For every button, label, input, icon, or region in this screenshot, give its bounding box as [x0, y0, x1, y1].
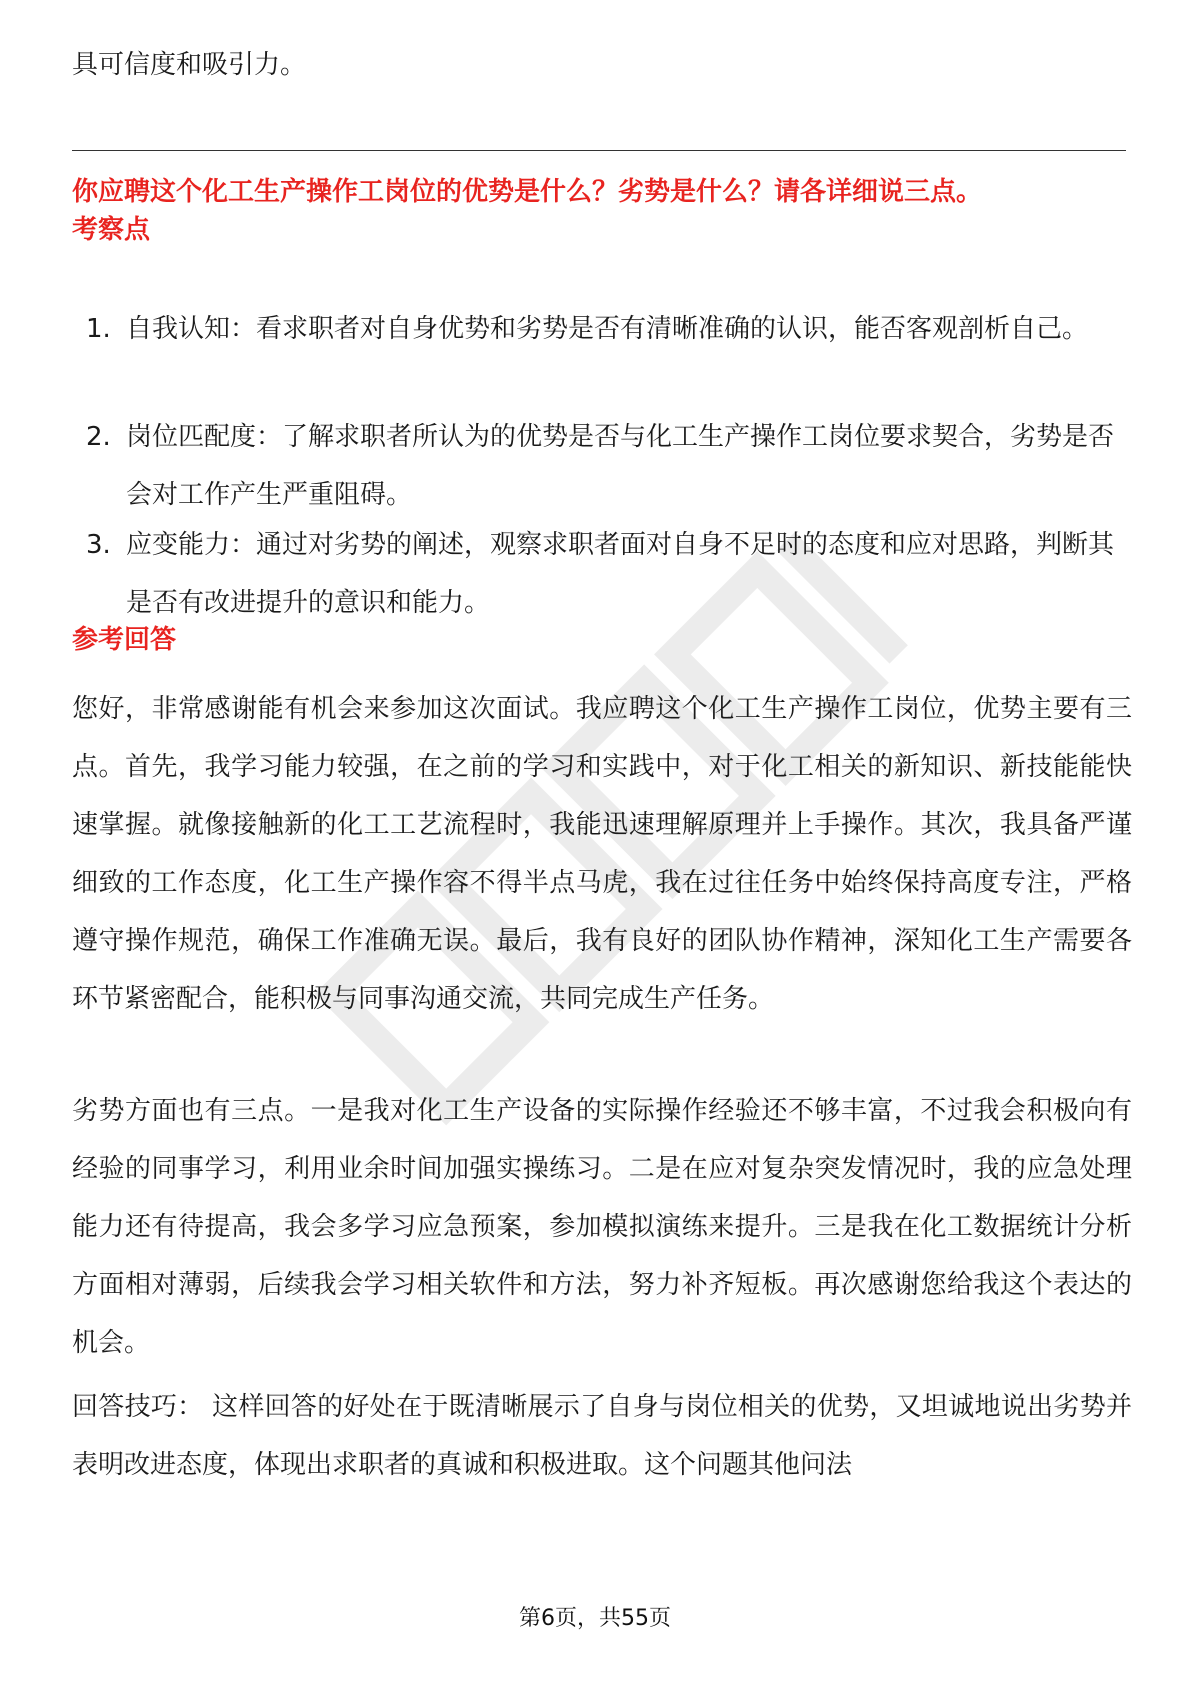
list-item-number: 2.: [86, 422, 111, 452]
list-item-text: 应变能力：通过对劣势的阐述，观察求职者面对自身不足时的态度和应对思路，判断其是否有改进提升的意识和能力。: [126, 530, 1115, 618]
answer-paragraph-weaknesses: 劣势方面也有三点。一是我对化工生产设备的实际操作经验还不够丰富，不过我会积极向有经验的同事学习，利用业余时间加强实操练习。二是在应对复杂突发情况时，我的应急处理能力还有待提高，我会多学习应急预案，参加模拟演练来提升。三是我在化工数据统计分析方面相对薄弱，后续我会学习相关软件和方法，努力补齐短板。再次感谢您给我这个表达的机会。: [72, 1096, 1132, 1358]
list-item-text: 自我认知：看求职者对自身优势和劣势是否有清晰准确的认识，能否客观剖析自己。: [126, 314, 1089, 344]
question-heading: 你应聘这个化工生产操作工岗位的优势是什么？劣势是什么？请各详细说三点。: [72, 177, 983, 207]
section-divider: [72, 150, 1126, 151]
section-heading-points: 考察点: [72, 215, 151, 245]
list-item-number: 1.: [86, 314, 111, 344]
assessment-points-list: [72, 300, 1128, 624]
page-number-footer: 第6页，共55页: [519, 1606, 671, 1631]
section-heading-answer: 参考回答: [72, 625, 177, 655]
answer-paragraph-strengths: 您好，非常感谢能有机会来参加这次面试。我应聘这个化工生产操作工岗位，优势主要有三点。首先，我学习能力较强，在之前的学习和实践中，对于化工相关的新知识、新技能能快速掌握。就像接触新的化工工艺流程时，我能迅速理解原理并上手操作。其次，我具备严谨细致的工作态度，化工生产操作容不得半点马虎，我在过往任务中始终保持高度专注，严格遵守操作规范，确保工作准确无误。最后，我有良好的团队协作精神，深知化工生产需要各环节紧密配合，能积极与同事沟通交流，共同完成生产任务。: [72, 694, 1132, 1014]
answer-tips-paragraph: 回答技巧： 这样回答的好处在于既清晰展示了自身与岗位相关的优势，又坦诚地说出劣势并表明改进态度，体现出求职者的真诚和积极进取。这个问题其他问法: [72, 1392, 1132, 1480]
list-item-text: 岗位匹配度：了解求职者所认为的优势是否与化工生产操作工岗位要求契合，劣势是否会对工作产生严重阻碍。: [126, 422, 1115, 510]
intro-tail-text: 具可信度和吸引力。: [72, 50, 307, 80]
list-item: [72, 408, 1128, 516]
list-item-number: 3.: [86, 530, 111, 560]
list-item: [72, 300, 1128, 408]
list-item: [72, 516, 1128, 624]
